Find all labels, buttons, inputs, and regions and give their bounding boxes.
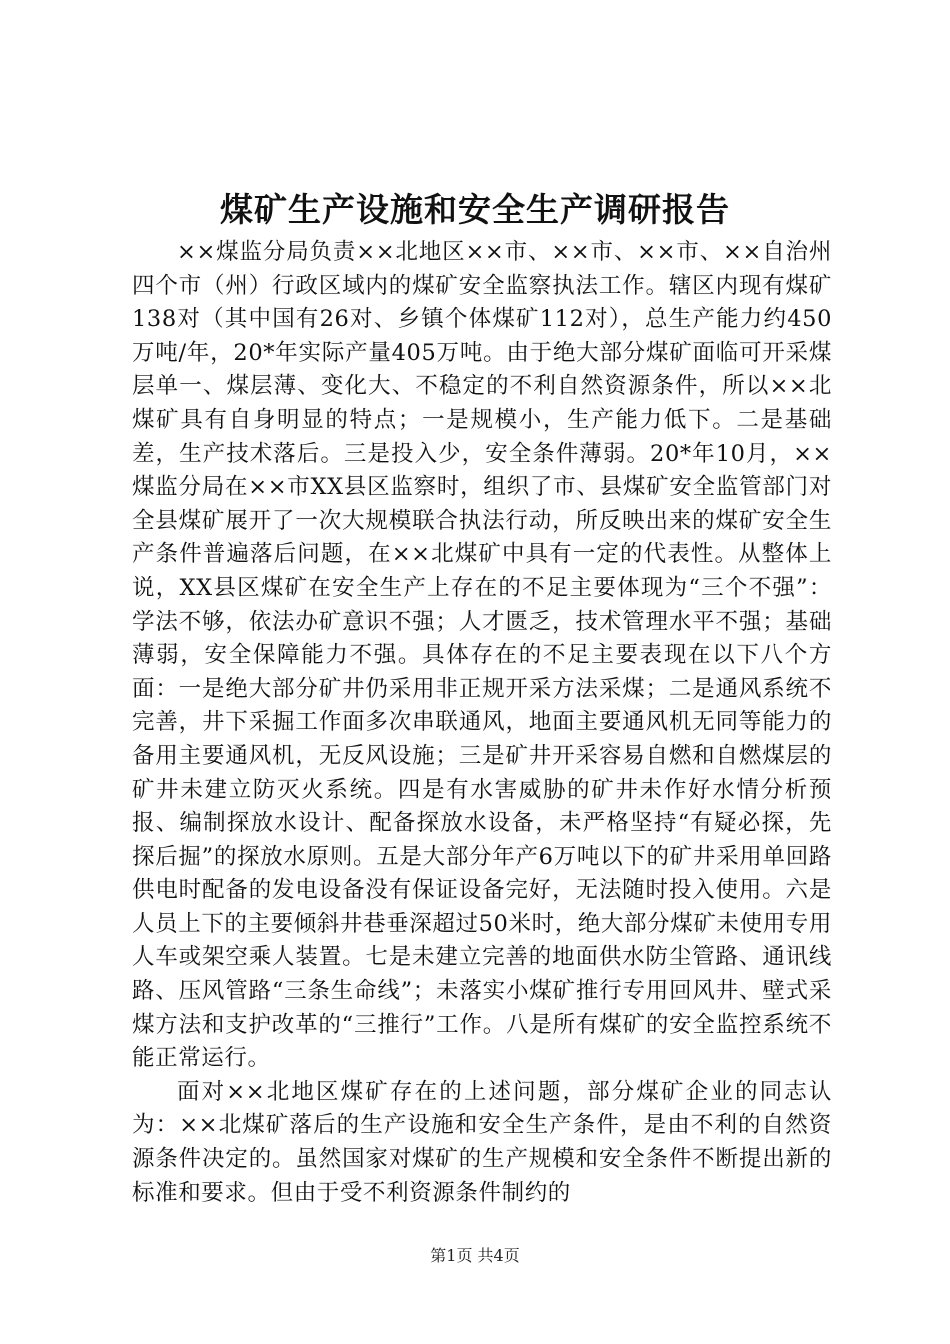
document-title: 煤矿生产设施和安全生产调研报告 [220, 190, 730, 229]
page-footer: 第1页 共4页 [430, 1246, 520, 1265]
body-paragraph-1: ××煤监分局负责××北地区××市、××市、××市、××自治州四个市（州）行政区域内的煤矿安全监察执法工作。辖区内现有煤矿138对（其中国有26对、乡镇个体煤矿112对），总生产能力约450万吨/年，20*年实际产量405万吨。由于绝大部分煤矿面临可开采煤层单一、煤层薄、变化大、不稳定的不利自然资源条件，所以××北煤矿具有自身明显的特点；一是规模小，生产能力低下。二是基础差，生产技术落后。三是投入少，安全条件薄弱。20*年10月，××煤监分局在××市XX县区监察时，组织了市、县煤矿安全监管部门对全县煤矿展开了一次大规模联合执法行动，所反映出来的煤矿安全生产条件普遍落后问题，在××北煤矿中具有一定的代表性。从整体上说，XX县区煤矿在安全生产上存在的不足主要体现为“三个不强”：学法不够，依法办矿意识不强；人才匮乏，技术管理水平不强；基础薄弱，安全保障能力不强。具体存在的不足主要表现在以下八个方面：一是绝大部分矿井仍采用非正规开采方法采煤；二是通风系统不完善，井下采掘工作面多次串联通风，地面主要通风机无同等能力的备用主要通风机，无反风设施；三是矿井开采容易自燃和自燃煤层的矿井未建立防灭火系统。四是有水害威胁的矿井未作好水情分析预报、编制探放水设计、配备探放水设备，未严格坚持“有疑必探，先探后掘”的探放水原则。五是大部分年产6万吨以下的矿井采用单回路供电时配备的发电设备没有保证设备完好，无法随时投入使用。六是人员上下的主要倾斜井巷垂深超过50米时，绝大部分煤矿未使用专用人车或架空乘人装置。七是未建立完善的地面供水防尘管路、通讯线路、压风管路“三条生命线”；未落实小煤矿推行专用回风井、壁式采煤方法和支护改革的“三推行”工作。八是所有煤矿的安全监控系统不能正常运行。 [132, 239, 832, 1072]
document-body [132, 236, 832, 1210]
body-paragraph-2: 面对××北地区煤矿存在的上述问题，部分煤矿企业的同志认为：××北煤矿落后的生产设施和安全生产条件，是由不利的自然资源条件决定的。虽然国家对煤矿的生产规模和安全条件不断提出新的标准和要求。但由于受不利资源条件制约的 [132, 1078, 832, 1206]
